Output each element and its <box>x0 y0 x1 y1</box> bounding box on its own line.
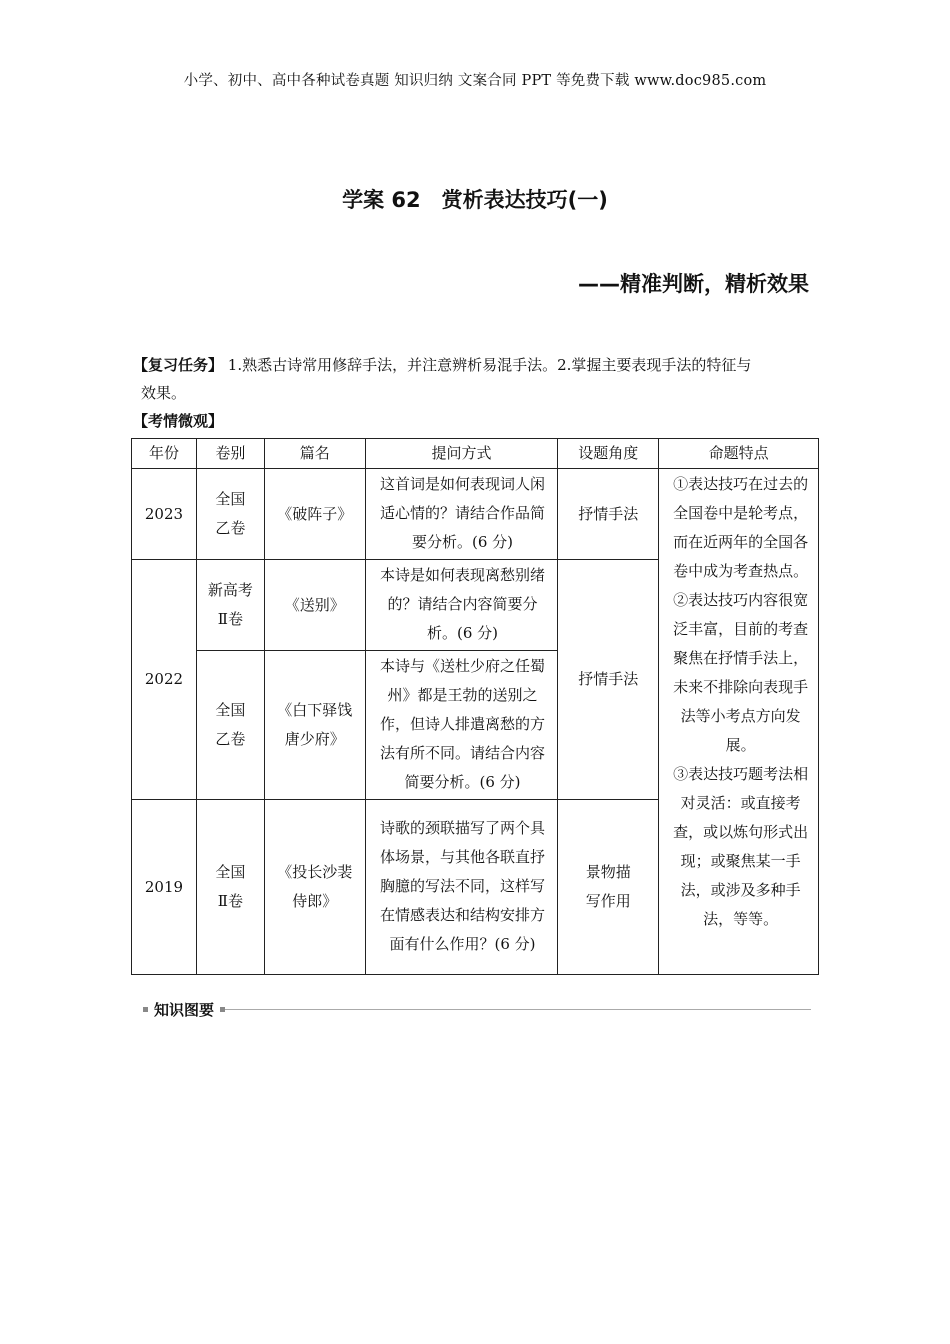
page-subtitle: ——精准判断，精析效果 <box>578 272 809 296</box>
knowledge-map-heading: 知识图要 <box>154 1000 215 1019</box>
header-title: 篇名 <box>264 439 365 469</box>
table-header-row <box>132 439 819 469</box>
page-header: 小学、初中、高中各种试卷真题 知识归纳 文案合同 PPT 等免费下载 www.doc985.com <box>183 73 767 89</box>
header-angle: 设题角度 <box>558 439 659 469</box>
cell-paper: 新高考 Ⅱ卷 <box>196 560 264 651</box>
cell-question: 本诗与《送杜少府之任蜀州》都是王勃的送别之作，但诗人排遣离愁的方法有所不同。请结合内容简要分析。(6 分) <box>365 651 558 800</box>
cell-question: 这首词是如何表现词人闲适心情的？请结合作品简要分析。(6 分) <box>365 469 558 560</box>
cell-question: 诗歌的颈联描写了两个具体场景，与其他各联直抒胸臆的写法不同，这样写在情感表达和结构安排方面有什么作用？(6 分) <box>365 800 558 975</box>
cell-paper: 全国 乙卷 <box>196 651 264 800</box>
cell-features: ①表达技巧在过去的全国卷中是轮考点，而在近两年的全国各卷中成为考查热点。②表达技巧内容很宽泛丰富，目前的考查聚焦在抒情手法上，未来不排除向表现手法等小考点方向发展。 ③表达技巧题考法相对灵活：或直接考查，或以炼句形式出现；或聚焦某一手法，或涉及多种手法，等等。 <box>659 469 819 975</box>
table-row <box>132 469 819 560</box>
divider-line <box>225 1009 811 1010</box>
cell-paper: 全国 Ⅱ卷 <box>196 800 264 975</box>
cell-title: 《白下驿饯 唐少府》 <box>264 651 365 800</box>
cell-year: 2019 <box>132 800 197 975</box>
cell-title: 《送别》 <box>264 560 365 651</box>
square-bullet-icon <box>143 1007 148 1012</box>
cell-year: 2022 <box>132 560 197 800</box>
cell-angle: 景物描 写作用 <box>558 800 659 975</box>
header-year: 年份 <box>132 439 197 469</box>
knowledge-map-divider <box>143 998 811 1020</box>
review-task-text-1: 1.熟悉古诗常用修辞手法，并注意辨析易混手法。2.掌握主要表现手法的特征与 <box>223 356 752 374</box>
header-features: 命题特点 <box>659 439 819 469</box>
cell-angle: 抒情手法 <box>558 560 659 800</box>
page-title: 学案 62 赏析表达技巧(一) <box>342 188 608 212</box>
header-paper: 卷别 <box>196 439 264 469</box>
cell-year: 2023 <box>132 469 197 560</box>
cell-question: 本诗是如何表现离愁别绪的？请结合内容简要分析。(6 分) <box>365 560 558 651</box>
review-task-text-2: 效果。 <box>141 384 187 402</box>
cell-title: 《投长沙裴 侍郎》 <box>264 800 365 975</box>
review-task <box>133 351 823 407</box>
review-task-label: 【复习任务】 <box>133 356 224 374</box>
exam-table <box>131 438 819 975</box>
header-question: 提问方式 <box>365 439 558 469</box>
cell-angle: 抒情手法 <box>558 469 659 560</box>
cell-paper: 全国 乙卷 <box>196 469 264 560</box>
exam-overview-heading: 【考情微观】 <box>133 412 224 430</box>
cell-title: 《破阵子》 <box>264 469 365 560</box>
